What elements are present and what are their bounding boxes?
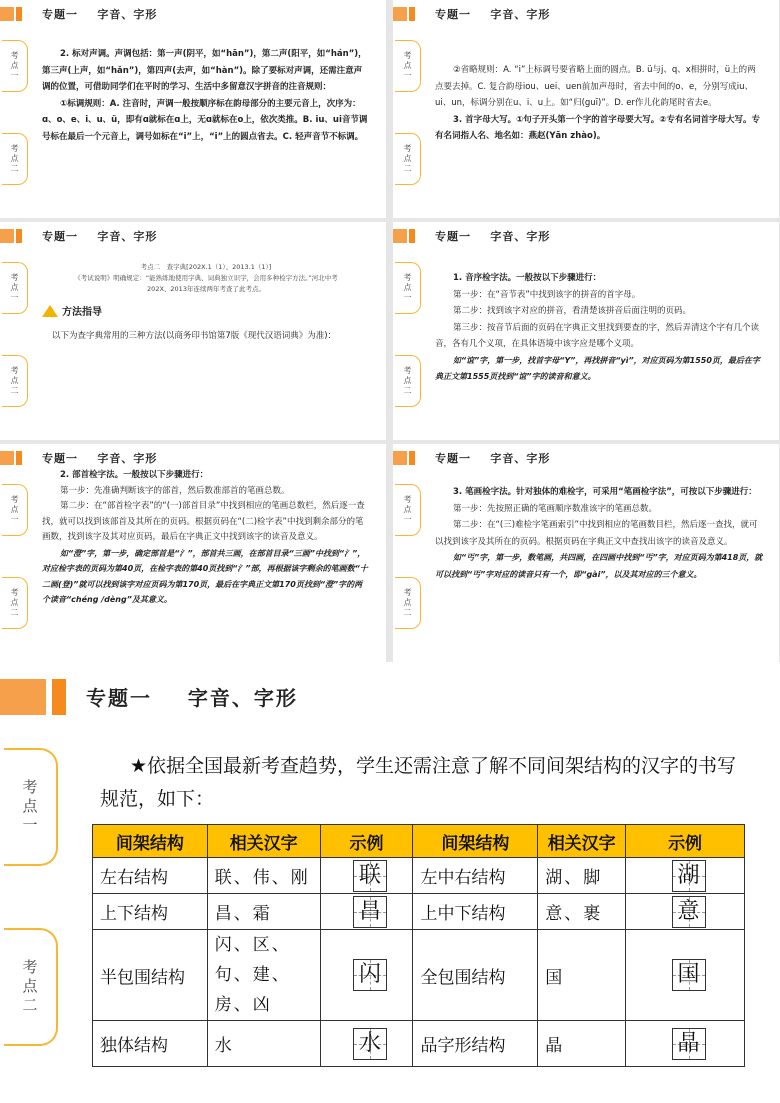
paragraph: 2. 标对声调。声调包括：第一声(阴平，如“hān”)，第二声(阳平，如“hán”)，第三声(上声，如“hǎn”)，第四声(去声，如“hàn”)。除了要标对声调，还需注意声调的位置，可借助同学们在平时的学习、生活中多留意汉字拼音的注音规则： — [42, 49, 367, 92]
example-cell — [320, 894, 413, 930]
paragraph: 第二步：找到该字对应的拼音，看清楚该拼音后面注明的页码。 — [453, 306, 692, 316]
tab-kaodian-1[interactable]: 考点一 — [2, 484, 28, 536]
slide-header — [393, 0, 779, 24]
table-row — [93, 858, 745, 894]
paragraph: 第二步：在“部首检字表”的“(一)部首目录”中找到相应的笔画总数栏，然后逐一查找，就可以找到该部首及其所在的页码。根据页码在“(二)检字表”中找到剩余部分的笔画数，找到该字及其对应页码，最后在字典正文中找到该字的读音及意义。 — [42, 501, 365, 542]
exam-note: 考点二 查字典[202X.1（1）、2013.1（1）] — [140, 263, 272, 271]
tian-grid: 联 — [353, 860, 387, 892]
paragraph: 第三步：按音节后面的页码在字典正文里找到要查的字，然后弄清这个字有几个读音，各有几个义项，在具体语境中该字应是哪个义项。 — [435, 322, 760, 349]
header-accent — [16, 451, 22, 465]
tab-kaodian-2[interactable]: 考点二 — [2, 577, 28, 629]
column-header: 间架结构 — [413, 825, 538, 858]
header-accent — [0, 7, 14, 21]
structure-cell: 左右结构 — [93, 858, 208, 894]
header-title: 专题一 字音、字形 — [86, 686, 298, 710]
chars-cell: 联、伟、刚 — [207, 858, 320, 894]
structure-cell: 半包围结构 — [93, 930, 208, 1021]
paragraph: 如“谊”字，第一步，找首字母“Y”，再找拼音“yì”，对应页码为第1550页，最后在字典正文第1555页找到“谊”字的读音和意义。 — [435, 355, 760, 381]
header-accent — [0, 229, 14, 243]
structure-cell: 独体结构 — [93, 1021, 208, 1067]
chars-cell: 国 — [538, 930, 626, 1021]
method-title: 方法指导 — [62, 307, 102, 318]
column-header: 示例 — [320, 825, 413, 858]
triangle-icon — [42, 305, 58, 317]
paragraph: 第二步：在“(三)难检字笔画索引”中找到相应的笔画数目栏，然后逐一查找，就可以找到该字及其所在的页码。根据页码在字典正文中查找出该字的读音及意义。 — [435, 520, 758, 547]
exam-note: 《考试说明》明确规定：“能熟练地使用字典、词典独立识字，会用多种检字方法。”河北中考 — [74, 274, 338, 282]
structure-cell: 品字形结构 — [413, 1021, 538, 1067]
tab-kaodian-2[interactable]: 考点二 — [2, 133, 28, 185]
tab-kaodian-2[interactable]: 考点二 — [4, 928, 58, 1046]
exam-note: 202X、2013年连续两年考查了此考点。 — [147, 285, 265, 293]
tian-grid: 昌 — [353, 896, 387, 928]
slide-4 — [393, 222, 779, 440]
chars-cell: 昌、霜 — [207, 894, 320, 930]
column-header: 间架结构 — [93, 825, 208, 858]
example-cell — [626, 930, 745, 1021]
example-cell — [320, 858, 413, 894]
table-header-row — [93, 825, 745, 858]
paragraph: 3. 首字母大写。①句子开头第一个字的首字母要大写。②专有名词首字母大写。专有名词指人名、地名如：燕赵(Yān zhào)。 — [435, 114, 760, 141]
intro-paragraph: ★依据全国最新考查趋势，学生还需注意了解不同间架结构的汉字的书写规范，如下： — [100, 755, 737, 810]
paragraph: 2. 部首检字法。一般按以下步骤进行： — [60, 470, 209, 480]
table-row — [93, 894, 745, 930]
paragraph: 如“丐”字，第一步，数笔画，共四画，在四画中找到“丐”字，对应页码为第418页，就可以找到“丐”字对应的读音只有一个，即“gài”，以及其对应的三个意义。 — [435, 553, 763, 579]
slide-header — [393, 222, 779, 246]
header-accent — [16, 7, 22, 21]
slide-7 — [0, 662, 780, 1103]
slide-6 — [393, 444, 779, 662]
slide-2 — [393, 0, 779, 218]
slide-5 — [0, 444, 386, 662]
tab-kaodian-1[interactable]: 考点一 — [4, 748, 58, 866]
header-accent — [393, 229, 407, 243]
column-header: 示例 — [626, 825, 745, 858]
tab-kaodian-1[interactable]: 考点一 — [395, 484, 421, 536]
header-accent — [0, 451, 14, 465]
slide-3 — [0, 222, 386, 440]
tab-kaodian-2[interactable]: 考点二 — [395, 355, 421, 407]
chars-cell: 水 — [207, 1021, 320, 1067]
slide-header — [0, 222, 386, 246]
example-cell — [320, 1021, 413, 1067]
header-accent — [409, 451, 415, 465]
tian-grid: 意 — [672, 896, 706, 928]
header-accent — [409, 7, 415, 21]
paragraph: 如“澄”字，第一步，确定部首是“氵”，部首共三画，在部首目录“三画”中找到“氵”，对应检字表的页码为第40页，在检字表的第40页找到“氵”部，再根据该字剩余的笔画数“十二画(登)”就可以找到该字对应页码为第170页，最后在字典正文第170页找到“澄”字的两个读音“chéng /dèng”及其意义。 — [42, 548, 368, 604]
chars-cell: 晶 — [538, 1021, 626, 1067]
tian-grid: 闪 — [353, 959, 387, 991]
slide-header — [0, 444, 386, 468]
header-accent — [0, 679, 46, 715]
chars-cell: 闪、区、句、建、房、凶 — [207, 930, 320, 1021]
tian-grid: 晶 — [672, 1028, 706, 1060]
header-title: 专题一 字音、字形 — [42, 452, 158, 465]
example-cell — [626, 858, 745, 894]
table-row — [93, 1021, 745, 1067]
tian-grid: 国 — [672, 959, 706, 991]
header-accent — [393, 7, 407, 21]
paragraph: ①标调规则：A. 注音时，声调一般按顺序标在韵母部分的主要元音上，次序为：ɑ、o、e、i、u、ü，即有ɑ就标在ɑ上，无ɑ就标在o上，依次类推。B. iu、ui音节调号标在最后一个元音上，调号如标在“i”上，“i”上的圆点省去。C. 轻声音节不标调。 — [42, 98, 368, 142]
tab-kaodian-1[interactable]: 考点一 — [395, 40, 421, 92]
tab-kaodian-1[interactable]: 考点一 — [2, 40, 28, 92]
paragraph: 以下为查字典常用的三种方法(以商务印书馆第7版《现代汉语词典》为准)： — [52, 330, 337, 341]
structure-table — [92, 824, 745, 1067]
chars-cell: 意、裹 — [538, 894, 626, 930]
tab-kaodian-2[interactable]: 考点二 — [2, 355, 28, 407]
tab-kaodian-1[interactable]: 考点一 — [395, 262, 421, 314]
tab-kaodian-2[interactable]: 考点二 — [395, 577, 421, 629]
chars-cell: 湖、脚 — [538, 858, 626, 894]
paragraph: ②省略规则：A. “i”上标调号要省略上面的圆点。B. ü与j、q、x相拼时，ü上的两点要去掉。C. 复合韵母iou、uei、uen前加声母时，省去中间的o、e，分别写成iu、ui、un，标调分别在u、i、u上。如“归(guī)”。D. er作儿化韵尾时省去e。 — [435, 65, 756, 108]
column-header: 相关汉字 — [207, 825, 320, 858]
paragraph: 1. 音序检字法。一般按以下步骤进行： — [453, 273, 602, 283]
example-cell — [626, 894, 745, 930]
header-title: 专题一 字音、字形 — [435, 8, 551, 21]
paragraph: 第一步：在“音节表”中找到该字的拼音的首字母。 — [453, 289, 641, 300]
table-row — [93, 930, 745, 1021]
header-accent — [393, 451, 407, 465]
example-cell — [626, 1021, 745, 1067]
tab-kaodian-1[interactable]: 考点一 — [2, 262, 28, 314]
paragraph: 3. 笔画检字法。针对独体的难检字，可采用“笔画检字法”，可按以下步骤进行： — [453, 487, 757, 497]
header-title: 专题一 字音、字形 — [42, 8, 158, 21]
column-header: 相关汉字 — [538, 825, 626, 858]
tian-grid: 湖 — [672, 860, 706, 892]
structure-cell: 上中下结构 — [413, 894, 538, 930]
header-title: 专题一 字音、字形 — [435, 452, 551, 465]
structure-cell: 全包围结构 — [413, 930, 538, 1021]
slide-1 — [0, 0, 386, 218]
header-accent — [16, 229, 22, 243]
paragraph: 第一步：先按照正确的笔画顺序数准该字的笔画总数。 — [453, 503, 658, 514]
structure-cell: 上下结构 — [93, 894, 208, 930]
header-accent — [409, 229, 415, 243]
structure-cell: 左中右结构 — [413, 858, 538, 894]
tian-grid: 水 — [353, 1028, 387, 1060]
paragraph: 第一步：先准确判断该字的部首，然后数准部首的笔画总数。 — [60, 485, 290, 496]
header-title: 专题一 字音、字形 — [42, 230, 158, 243]
slide-header — [0, 0, 386, 24]
header-accent — [52, 679, 66, 715]
slide-header — [393, 444, 779, 468]
header-title: 专题一 字音、字形 — [435, 230, 551, 243]
tab-kaodian-2[interactable]: 考点二 — [395, 133, 421, 185]
example-cell — [320, 930, 413, 1021]
